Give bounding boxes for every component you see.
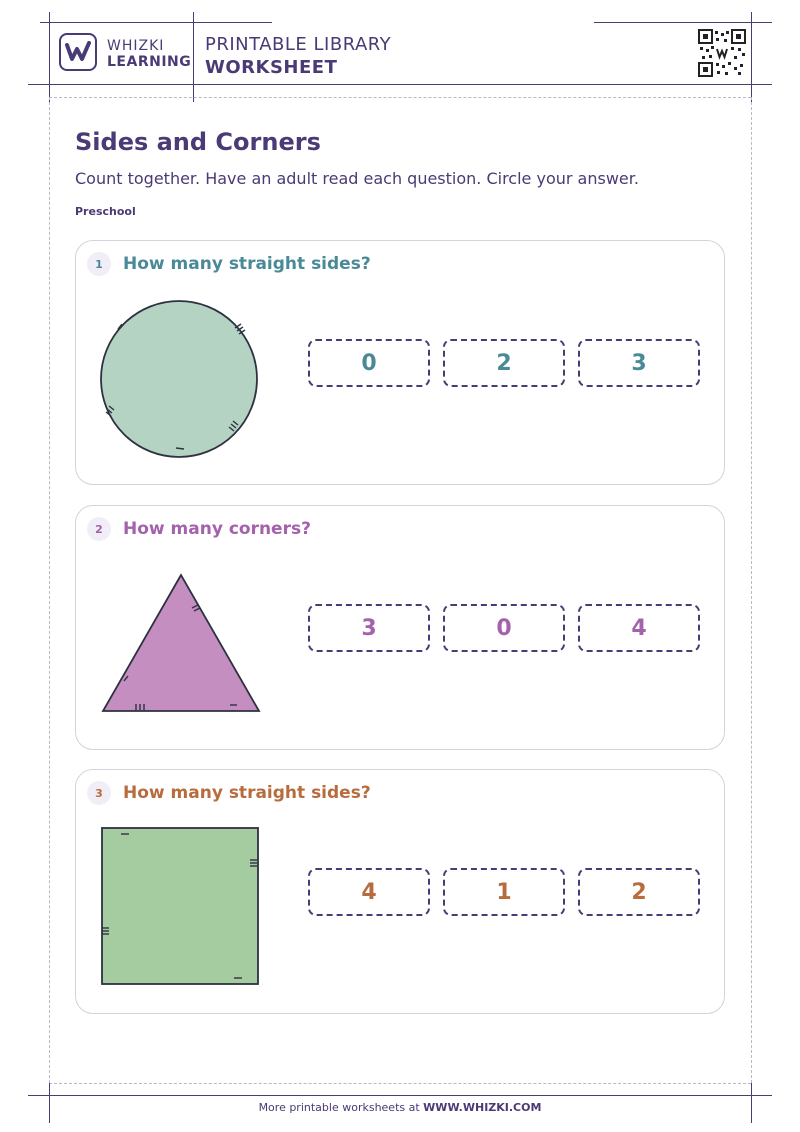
answer-option[interactable]: 0 xyxy=(308,339,430,387)
question-number: 2 xyxy=(87,517,111,541)
w-logo-icon xyxy=(59,33,97,71)
triangle-shape xyxy=(96,556,276,736)
library-label: PRINTABLE LIBRARY xyxy=(205,34,392,55)
brand-subname: LEARNING xyxy=(107,54,192,70)
footer-line xyxy=(28,1095,772,1096)
question-card-2 xyxy=(75,505,725,750)
answer-option[interactable]: 2 xyxy=(443,339,565,387)
answer-option[interactable]: 1 xyxy=(443,868,565,916)
footer-site-link[interactable]: WWW.WHIZKI.COM xyxy=(423,1101,542,1114)
qr-code-icon xyxy=(698,29,746,77)
question-card-3 xyxy=(75,769,725,1014)
answer-option[interactable]: 3 xyxy=(308,604,430,652)
footer-prefix: More printable worksheets at xyxy=(258,1101,420,1114)
grade-level: Preschool xyxy=(75,205,136,218)
question-number: 1 xyxy=(87,252,111,276)
answer-option[interactable]: 3 xyxy=(578,339,700,387)
worksheet-instructions: Count together. Have an adult read each question. Circle your answer. xyxy=(75,169,639,188)
answer-option[interactable]: 4 xyxy=(308,868,430,916)
header-left-vline xyxy=(49,12,50,102)
page-left-dashed-border xyxy=(49,97,50,1083)
question-card-1 xyxy=(75,240,725,485)
worksheet-title: Sides and Corners xyxy=(75,128,321,156)
question-text: How many straight sides? xyxy=(123,254,371,274)
header-bottom-line xyxy=(28,84,772,85)
header-top-line xyxy=(40,22,272,23)
square-shape xyxy=(96,820,276,1000)
worksheet-label: WORKSHEET xyxy=(205,57,338,78)
header-mid-vline xyxy=(193,12,194,102)
answer-option[interactable]: 2 xyxy=(578,868,700,916)
footer-text xyxy=(0,1101,800,1114)
answer-option[interactable]: 4 xyxy=(578,604,700,652)
footer-dashed-line xyxy=(49,1083,751,1084)
header-dashed-line xyxy=(49,97,751,98)
question-text: How many straight sides? xyxy=(123,783,371,803)
circle-shape xyxy=(96,291,276,471)
header-top-line-right xyxy=(594,22,772,23)
page-right-dashed-border xyxy=(751,97,752,1083)
brand-name: WHIZKI xyxy=(107,38,165,54)
question-text: How many corners? xyxy=(123,519,311,539)
header-right-vline xyxy=(751,12,752,102)
question-number: 3 xyxy=(87,781,111,805)
answer-option[interactable]: 0 xyxy=(443,604,565,652)
